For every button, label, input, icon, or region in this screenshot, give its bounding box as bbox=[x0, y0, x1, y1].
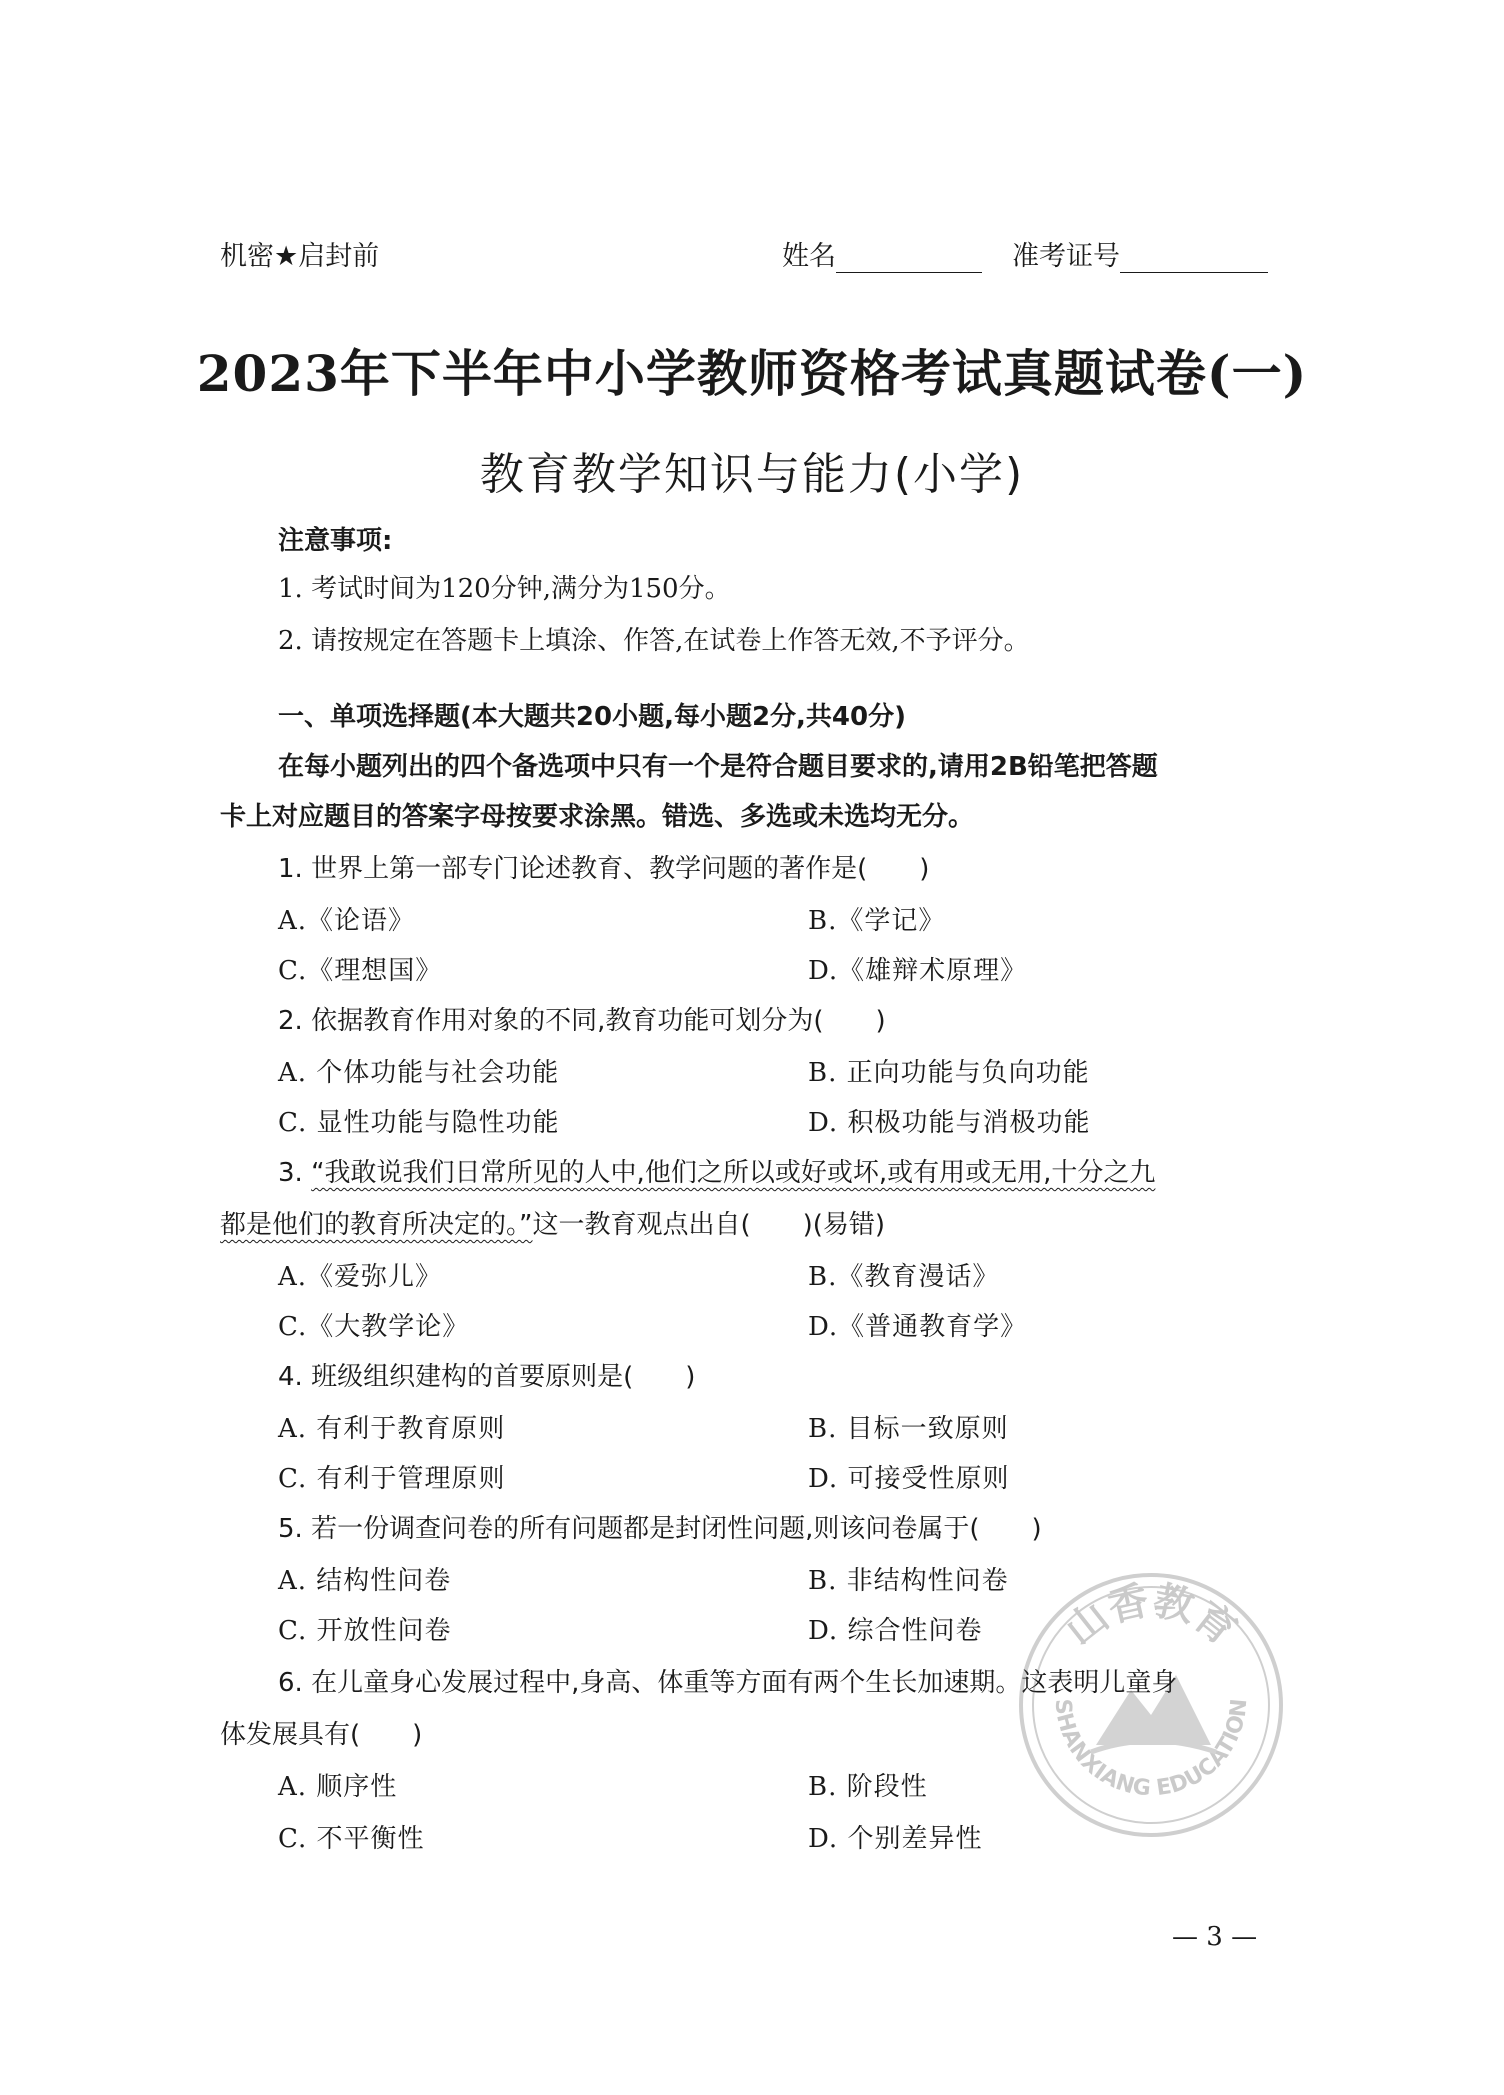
quoted-passage: 都是他们的教育所决定的。” bbox=[220, 1210, 533, 1240]
exam-id-blank[interactable] bbox=[1120, 242, 1268, 273]
question-stem: 4. 班级组织建构的首要原则是( ) bbox=[278, 1362, 696, 1392]
option-a: A.《论语》 bbox=[278, 906, 416, 936]
option-b: B.《学记》 bbox=[808, 906, 946, 936]
notice-item: 2. 请按规定在答题卡上填涂、作答,在试卷上作答无效,不予评分。 bbox=[278, 626, 1030, 656]
notice-heading: 注意事项: bbox=[278, 526, 393, 556]
watermark-cn-text: 山香教育 bbox=[1057, 1577, 1245, 1655]
option-a: A. 结构性问卷 bbox=[278, 1566, 452, 1596]
question-stem: 6. 在儿童身心发展过程中,身高、体重等方面有两个生长加速期。这表明儿童身 bbox=[278, 1668, 1178, 1698]
option-c: C. 开放性问卷 bbox=[278, 1616, 452, 1646]
confidential-label: 机密★启封前 bbox=[220, 241, 380, 272]
option-b: B. 非结构性问卷 bbox=[808, 1566, 1009, 1596]
option-d: D. 积极功能与消极功能 bbox=[808, 1108, 1091, 1138]
option-a: A. 顺序性 bbox=[278, 1772, 398, 1802]
question-stem: 2. 依据教育作用对象的不同,教育功能可划分为( ) bbox=[278, 1006, 886, 1036]
page-number: — 3 — bbox=[1172, 1922, 1258, 1952]
watermark-seal-icon bbox=[1016, 1570, 1286, 1840]
option-d: D. 个别差异性 bbox=[808, 1824, 983, 1854]
svg-text:山香教育 bbox=[1057, 1578, 1244, 1655]
option-a: A.《爱弥儿》 bbox=[278, 1262, 443, 1292]
watermark-en-text: SHANXIANG EDUCATION bbox=[1049, 1697, 1253, 1802]
question-stem-tail: 这一教育观点出自( )(易错) bbox=[532, 1210, 886, 1240]
option-c: C.《理想国》 bbox=[278, 956, 443, 986]
option-d: D.《雄辩术原理》 bbox=[808, 956, 1028, 986]
option-a: A. 个体功能与社会功能 bbox=[278, 1058, 560, 1088]
question-stem bbox=[278, 1152, 1155, 1189]
page-title: 2023年下半年中小学教师资格考试真题试卷(一) bbox=[196, 344, 1308, 403]
option-b: B. 阶段性 bbox=[808, 1772, 928, 1802]
question-stem: 1. 世界上第一部专门论述教育、教学问题的著作是( ) bbox=[278, 854, 930, 884]
notice-item: 1. 考试时间为120分钟,满分为150分。 bbox=[278, 574, 731, 604]
quoted-passage: “我敢说我们日常所见的人中,他们之所以或好或坏,或有用或无用,十分之九 bbox=[311, 1158, 1156, 1188]
option-b: B.《教育漫话》 bbox=[808, 1262, 1000, 1292]
question-stem: 5. 若一份调查问卷的所有问题都是封闭性问题,则该问卷属于( ) bbox=[278, 1514, 1042, 1544]
option-c: C. 显性功能与隐性功能 bbox=[278, 1108, 560, 1138]
candidate-info-fields bbox=[782, 234, 1268, 273]
option-c: C.《大教学论》 bbox=[278, 1312, 470, 1342]
name-label: 姓名 bbox=[782, 241, 836, 272]
exam-id-label: 准考证号 bbox=[1012, 241, 1120, 272]
name-blank[interactable] bbox=[836, 242, 982, 273]
option-c: C. 有利于管理原则 bbox=[278, 1464, 506, 1494]
option-d: D.《普通教育学》 bbox=[808, 1312, 1028, 1342]
option-b: B. 正向功能与负向功能 bbox=[808, 1058, 1090, 1088]
question-stem-continued: 体发展具有( ) bbox=[220, 1720, 423, 1750]
option-d: D. 综合性问卷 bbox=[808, 1616, 983, 1646]
option-c: C. 不平衡性 bbox=[278, 1824, 425, 1854]
svg-text:SHANXIANG EDUCATION bbox=[1050, 1698, 1253, 1802]
option-b: B. 目标一致原则 bbox=[808, 1414, 1009, 1444]
page-subtitle: 教育教学知识与能力(小学) bbox=[479, 449, 1025, 500]
option-a: A. 有利于教育原则 bbox=[278, 1414, 506, 1444]
section-heading: 一、单项选择题(本大题共20小题,每小题2分,共40分) bbox=[278, 702, 906, 732]
option-d: D. 可接受性原则 bbox=[808, 1464, 1010, 1494]
question-stem-continued bbox=[220, 1204, 885, 1241]
question-number: 3. bbox=[278, 1158, 312, 1188]
section-instruction: 在每小题列出的四个备选项中只有一个是符合题目要求的,请用2B铅笔把答题 bbox=[278, 752, 1158, 782]
section-instruction: 卡上对应题目的答案字母按要求涂黑。错选、多选或未选均无分。 bbox=[220, 802, 975, 832]
